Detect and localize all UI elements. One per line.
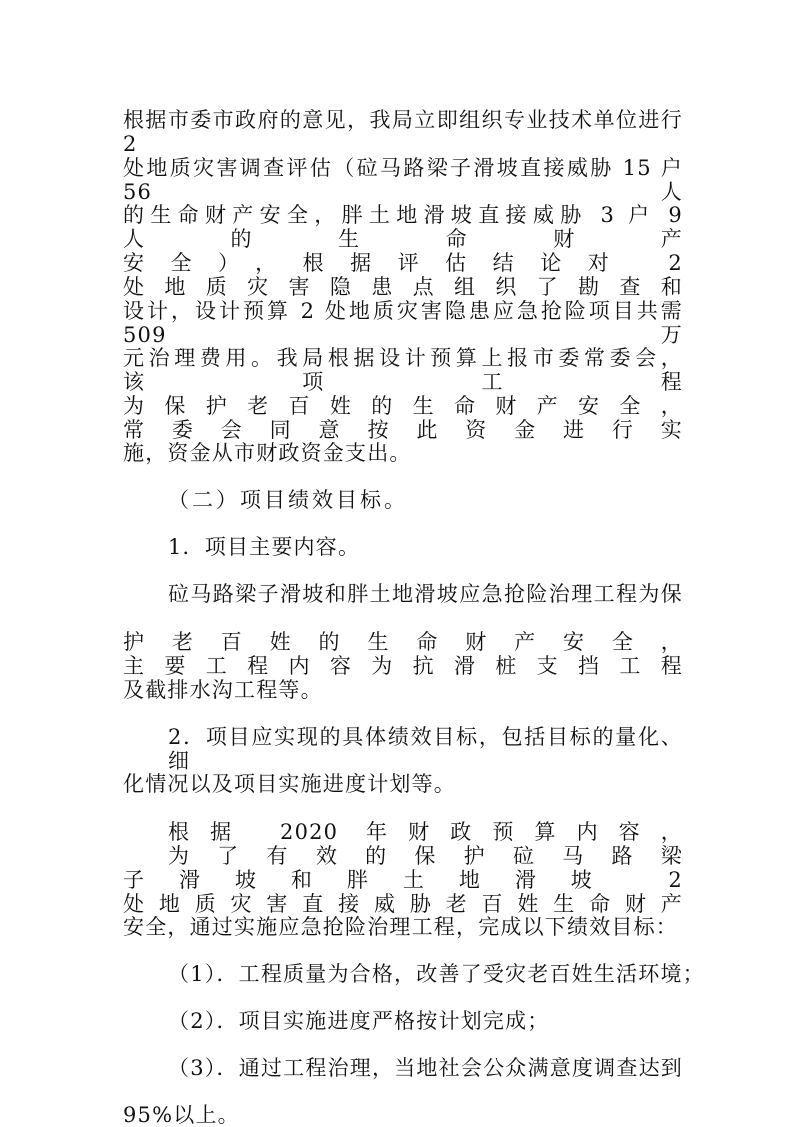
goal-item-1: （1）．工程质量为合格，改善了受灾老百姓生活环境； <box>168 962 705 986</box>
paragraph-line: 化情况以及项目实施进度计划等。 <box>123 772 456 796</box>
paragraph-line: 护老百姓的生命财产安全，主要工程内容为抗滑桩支挡工程 <box>123 630 683 678</box>
paragraph-line: 安全，通过实施应急抢险治理工程，完成以下绩效目标： <box>123 915 678 939</box>
paragraph-line: 施，资金从市财政资金支出。 <box>123 441 412 465</box>
paragraph-line: 的生命财产安全，胖土地滑坡直接威胁 3 户 9 人的生命财产 <box>123 203 683 251</box>
paragraph-line: 处地质灾害调查评估（砬马路梁子滑坡直接威胁 15 户 56 人 <box>123 156 683 204</box>
paragraph-line: 根据 2020 年财政预算内容，为了有效的保护砬马路梁 <box>168 820 683 868</box>
subsection-heading-1: 1．项目主要内容。 <box>168 535 361 559</box>
goal-item-3: （3）．通过工程治理，当地社会公众满意度调查达到 <box>168 1056 683 1080</box>
paragraph-line: 砬马路梁子滑坡和胖土地滑坡应急抢险治理工程为保 <box>168 582 683 606</box>
section-heading-2: （二）项目绩效目标。 <box>168 488 408 512</box>
paragraph-line: 及截排水沟工程等。 <box>123 678 323 702</box>
paragraph-line: 95%以上。 <box>123 1103 240 1127</box>
subsection-heading-2: 2．项目应实现的具体绩效目标，包括目标的量化、细 <box>168 725 683 773</box>
paragraph-line: 安全），根据评估结论对 2 处地质灾害隐患点组织了勘查和 <box>123 251 683 299</box>
paragraph-line: 设计，设计预算 2 处地质灾害隐患应急抢险项目共需 509 万 <box>123 299 683 347</box>
paragraph-line: 子滑坡和胖土地滑坡 2 处地质灾害直接威胁老百姓生命财产 <box>123 868 683 916</box>
paragraph-line: 根据市委市政府的意见，我局立即组织专业技术单位进行 2 <box>123 108 683 156</box>
goal-item-2: （2）．项目实施进度严格按计划完成； <box>168 1009 550 1033</box>
paragraph-line: 元治理费用。我局根据设计预算上报市委常委会，该项工程 <box>123 346 683 394</box>
paragraph-line: 为保护老百姓的生命财产安全，常委会同意按此资金进行实 <box>123 394 683 442</box>
